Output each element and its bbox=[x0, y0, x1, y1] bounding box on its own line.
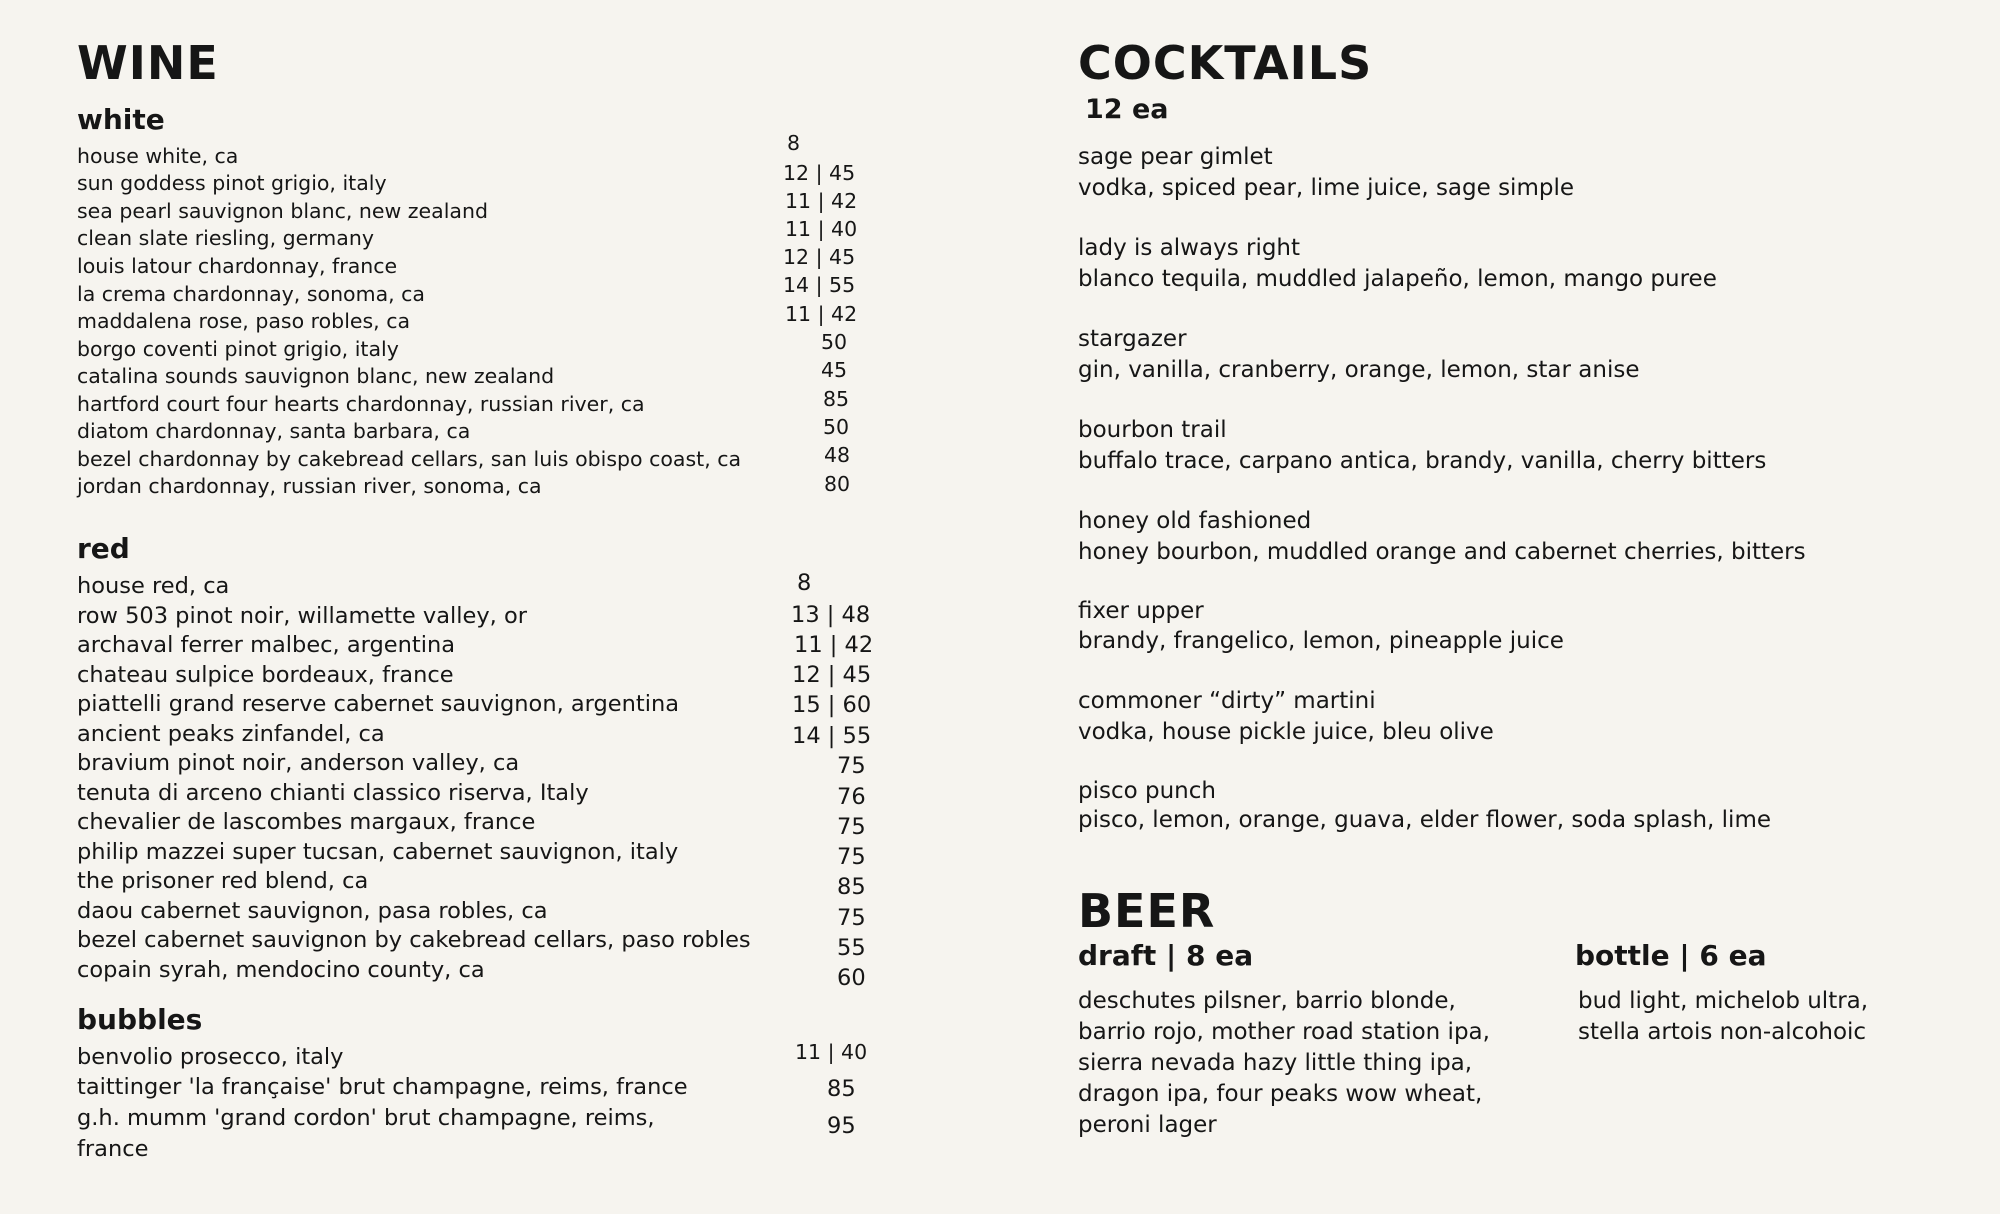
beer-line: peroni lager bbox=[1078, 1112, 1217, 1138]
wine-price: 95 bbox=[827, 1113, 856, 1139]
cocktail-name: lady is always right bbox=[1078, 235, 1301, 261]
wine-item: maddalena rose, paso robles, ca 11 | 42 bbox=[77, 302, 858, 333]
cocktail-name: honey old fashioned bbox=[1078, 508, 1312, 534]
wine-price: 60 bbox=[837, 965, 866, 991]
beer-title: BEER bbox=[1078, 884, 1216, 938]
wine-item: louis latour chardonnay, france 12 | 45 bbox=[77, 245, 856, 278]
wine-item: diatom chardonnay, santa barbara, ca 50 bbox=[77, 415, 850, 443]
beer-line: dragon ipa, four peaks wow wheat, bbox=[1078, 1081, 1483, 1107]
wine-item: borgo coventi pinot grigio, italy 50 bbox=[77, 330, 848, 361]
wine-item: catalina sounds sauvignon blanc, new zealand 45 bbox=[77, 358, 848, 388]
wine-price: 15 | 60 bbox=[792, 692, 872, 718]
wine-price: 76 bbox=[837, 784, 866, 810]
wine-item: bezel cabernet sauvignon by cakebread cellars, paso robles 55 bbox=[77, 927, 866, 961]
cocktail-ingredients: vodka, spiced pear, lime juice, sage simple bbox=[1078, 175, 1574, 201]
wine-item: chateau sulpice bordeaux, france 12 | 45 bbox=[77, 662, 872, 688]
wine-price: 8 bbox=[797, 570, 812, 596]
cocktail-name: stargazer bbox=[1078, 326, 1187, 352]
wine-item: copain syrah, mendocino county, ca 60 bbox=[77, 957, 866, 991]
wine-item: house white, ca 8 bbox=[77, 131, 801, 168]
wine-price: 13 | 48 bbox=[791, 602, 871, 628]
wine-item: benvolio prosecco, italy 11 | 40 bbox=[77, 1040, 868, 1070]
cocktail-name: sage pear gimlet bbox=[1078, 144, 1273, 170]
wine-item-continued: france bbox=[77, 1136, 149, 1162]
beer-line: deschutes pilsner, barrio blonde, bbox=[1078, 988, 1456, 1014]
beer-line: stella artois non-alcohoic bbox=[1578, 1019, 1867, 1045]
wine-item: hartford court four hearts chardonnay, russian river, ca 85 bbox=[77, 387, 850, 416]
wine-price: 45 bbox=[821, 358, 848, 382]
wine-price: 55 bbox=[837, 935, 866, 961]
wine-price: 11 | 42 bbox=[785, 189, 858, 213]
wine-price: 14 | 55 bbox=[783, 273, 856, 297]
wine-price: 12 | 45 bbox=[783, 161, 856, 185]
wine-price: 50 bbox=[821, 330, 848, 354]
wine-price: 75 bbox=[837, 814, 866, 840]
wine-price: 80 bbox=[824, 472, 851, 496]
wine-price: 11 | 42 bbox=[785, 302, 858, 326]
wine-item: la crema chardonnay, sonoma, ca 14 | 55 bbox=[77, 273, 856, 306]
white-heading: white bbox=[77, 103, 165, 136]
wine-price: 75 bbox=[837, 753, 866, 779]
cocktail-ingredients: honey bourbon, muddled orange and cabernet cherries, bitters bbox=[1078, 539, 1806, 565]
bottle-heading: bottle | 6 ea bbox=[1575, 939, 1767, 972]
wine-price: 50 bbox=[823, 415, 850, 439]
wine-price: 11 | 40 bbox=[795, 1040, 868, 1064]
wine-price: 11 | 40 bbox=[785, 217, 858, 241]
cocktails-price: 12 ea bbox=[1085, 94, 1169, 125]
cocktail-ingredients: buffalo trace, carpano antica, brandy, vanilla, cherry bitters bbox=[1078, 448, 1767, 474]
wine-item: daou cabernet sauvignon, pasa robles, ca 75 bbox=[77, 898, 866, 931]
bubbles-heading: bubbles bbox=[77, 1003, 203, 1036]
cocktail-ingredients: vodka, house pickle juice, bleu olive bbox=[1078, 719, 1494, 745]
wine-item: ancient peaks zinfandel, ca 14 | 55 bbox=[77, 721, 872, 749]
cocktail-ingredients: gin, vanilla, cranberry, orange, lemon, star anise bbox=[1078, 357, 1640, 383]
wine-item: clean slate riesling, germany 11 | 40 bbox=[77, 217, 858, 250]
wine-item: taittinger 'la française' brut champagne, reims, france 85 bbox=[77, 1074, 856, 1102]
wine-item: bravium pinot noir, anderson valley, ca 75 bbox=[77, 750, 866, 779]
wine-item: row 503 pinot noir, willamette valley, or 13 | 48 bbox=[77, 602, 871, 629]
wine-price: 85 bbox=[827, 1076, 856, 1102]
cocktails-title: COCKTAILS bbox=[1078, 36, 1373, 90]
wine-item: the prisoner red blend, ca 85 bbox=[77, 868, 866, 900]
wine-item: piattelli grand reserve cabernet sauvignon, argentina 15 | 60 bbox=[77, 691, 872, 718]
wine-price: 85 bbox=[837, 874, 866, 900]
wine-price: 85 bbox=[823, 387, 850, 411]
wine-price: 8 bbox=[787, 131, 801, 155]
wine-item: sea pearl sauvignon blanc, new zealand 11 | 42 bbox=[77, 189, 858, 223]
cocktail-ingredients: blanco tequila, muddled jalapeño, lemon, mango puree bbox=[1078, 266, 1717, 292]
wine-item: sun goddess pinot grigio, italy 12 | 45 bbox=[77, 161, 856, 195]
cocktail-name: pisco punch bbox=[1078, 778, 1216, 804]
wine-price: 12 | 45 bbox=[792, 662, 872, 688]
draft-heading: draft | 8 ea bbox=[1078, 939, 1254, 972]
beer-line: barrio rojo, mother road station ipa, bbox=[1078, 1019, 1490, 1045]
wine-item: tenuta di arceno chianti classico riserva, Italy 76 bbox=[77, 780, 866, 810]
wine-title: WINE bbox=[77, 36, 219, 90]
red-heading: red bbox=[77, 532, 130, 565]
wine-price: 75 bbox=[837, 905, 866, 931]
wine-item: bezel chardonnay by cakebread cellars, san luis obispo coast, ca 48 bbox=[77, 443, 851, 471]
wine-price: 11 | 42 bbox=[794, 632, 874, 658]
wine-item: archaval ferrer malbec, argentina 11 | 42 bbox=[77, 632, 874, 658]
cocktail-name: bourbon trail bbox=[1078, 417, 1227, 443]
cocktail-name: commoner “dirty” martini bbox=[1078, 688, 1376, 714]
wine-item: house red, ca 8 bbox=[77, 570, 812, 599]
beer-line: sierra nevada hazy little thing ipa, bbox=[1078, 1050, 1473, 1076]
cocktail-ingredients: brandy, frangelico, lemon, pineapple juice bbox=[1078, 628, 1564, 654]
cocktail-ingredients: pisco, lemon, orange, guava, elder flower, soda splash, lime bbox=[1078, 807, 1771, 833]
wine-price: 14 | 55 bbox=[792, 723, 872, 749]
wine-item: chevalier de lascombes margaux, france 75 bbox=[77, 809, 866, 840]
wine-price: 48 bbox=[824, 443, 851, 467]
wine-item: philip mazzei super tucsan, cabernet sauvignon, italy 75 bbox=[77, 839, 866, 870]
beer-line: bud light, michelob ultra, bbox=[1578, 988, 1869, 1014]
cocktail-name: fixer upper bbox=[1078, 598, 1204, 624]
wine-price: 75 bbox=[837, 844, 866, 870]
wine-price: 12 | 45 bbox=[783, 245, 856, 269]
wine-item: g.h. mumm 'grand cordon' brut champagne, reims, 95 bbox=[77, 1105, 856, 1139]
wine-item: jordan chardonnay, russian river, sonoma, ca 80 bbox=[77, 472, 851, 498]
